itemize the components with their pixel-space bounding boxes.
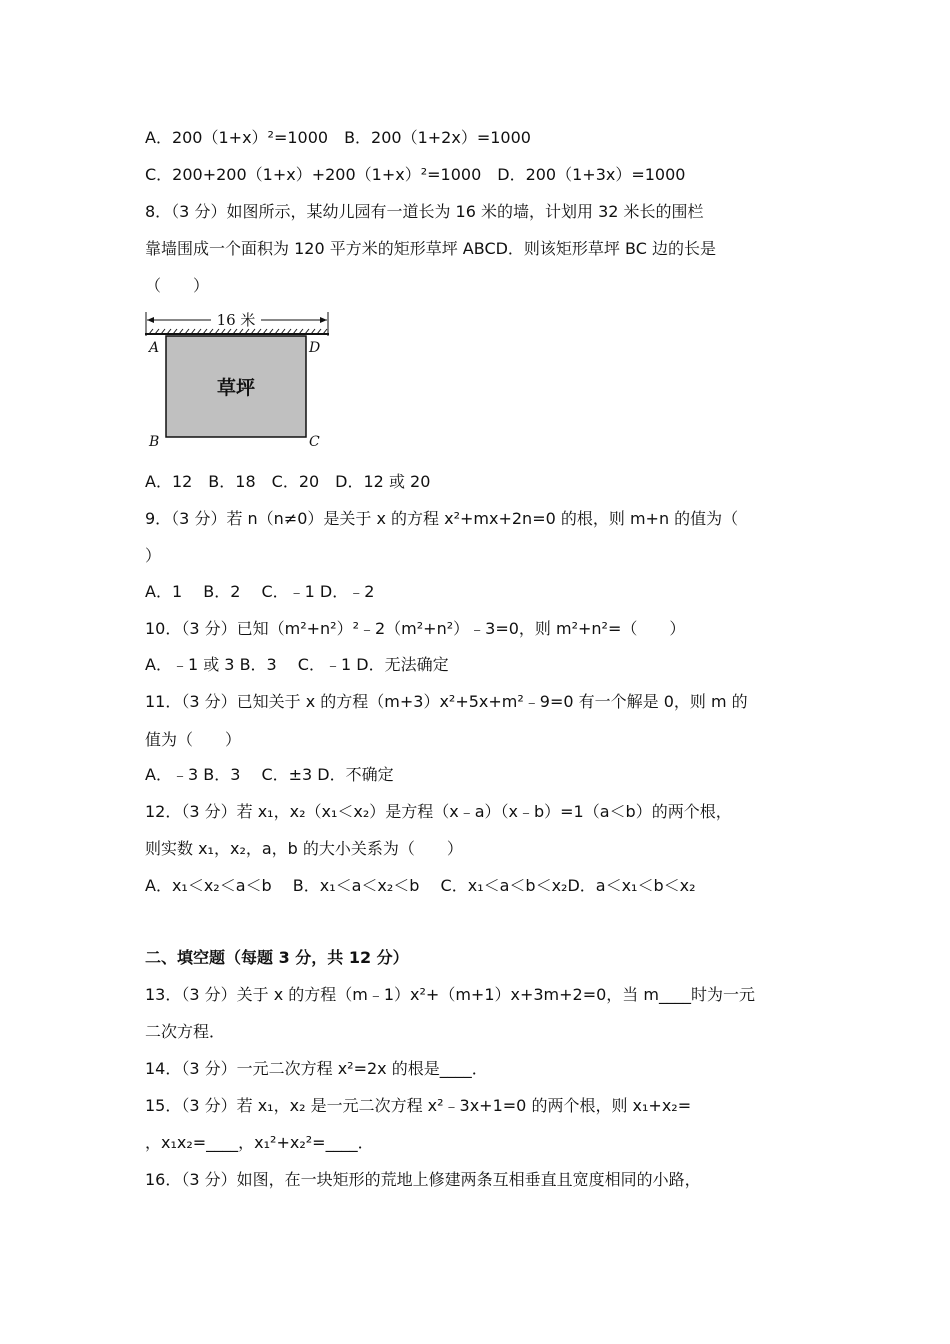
question-13-line-1: 13．（3 分）关于 x 的方程（m﹣1）x²+（m+1）x+3m+2=0，当 m____时为一元 <box>145 985 755 1004</box>
question-9-line-2: ） <box>145 546 162 565</box>
question-8-line-2: 靠墙围成一个面积为 120 平方米的矩形草坪 ABCD．则该矩形草坪 BC 边的长是 <box>145 239 716 258</box>
section-heading-fill-in: 二、填空题（每题 3 分，共 12 分） <box>145 948 409 967</box>
question-14-line-1: 14．（3 分）一元二次方程 x²=2x 的根是____． <box>145 1059 488 1078</box>
lawn-diagram <box>143 308 333 450</box>
question-12-line-1: 12．（3 分）若 x₁，x₂（x₁＜x₂）是方程（x﹣a）（x﹣b）=1（a＜b）的两个根， <box>145 802 732 821</box>
question-11-line-1: 11．（3 分）已知关于 x 的方程（m+3）x²+5x+m²﹣9=0 有一个解是 0，则 m 的 <box>145 692 748 711</box>
question-16-line-1: 16．（3 分）如图，在一块矩形的荒地上修建两条互相垂直且宽度相同的小路， <box>145 1170 701 1189</box>
lawn-label: 草坪 <box>216 377 256 399</box>
corner-label-d: D <box>309 340 321 356</box>
option-line-q7-cd: C．200+200（1+x）+200（1+x）²=1000 D．200（1+3x）=1000 <box>145 165 686 184</box>
corner-label-a: A <box>149 340 160 356</box>
question-8-line-3: （ ） <box>145 276 210 295</box>
question-15-line-1: 15．（3 分）若 x₁，x₂ 是一元二次方程 x²﹣3x+1=0 的两个根，则 x₁+x₂= <box>145 1096 692 1115</box>
corner-label-b: B <box>149 434 160 450</box>
corner-label-c: C <box>309 434 320 450</box>
wall-length-label: 16 米 <box>216 311 256 329</box>
option-line-q12: A．x₁＜x₂＜a＜b B．x₁＜a＜x₂＜b C．x₁＜a＜b＜x₂D．a＜x₁＜b＜x₂ <box>145 876 696 895</box>
option-line-q8: A．12 B．18 C．20 D．12 或 20 <box>145 472 431 491</box>
question-11-line-2: 值为（ ） <box>145 730 242 749</box>
question-10-line-1: 10．（3 分）已知（m²+n²）²﹣2（m²+n²）﹣3=0，则 m²+n²=（ ） <box>145 619 686 638</box>
dimension-arrow-right <box>320 317 327 323</box>
option-line-q7-ab: A．200（1+x）²=1000 B．200（1+2x）=1000 <box>145 128 531 147</box>
question-12-line-2: 则实数 x₁，x₂，a，b 的大小关系为（ ） <box>145 839 463 858</box>
option-line-q10: A．﹣1 或 3 B．3 C．﹣1 D．无法确定 <box>145 655 449 674</box>
option-line-q11: A．﹣3 B．3 C．±3 D．不确定 <box>145 765 394 784</box>
question-13-line-2: 二次方程． <box>145 1022 226 1041</box>
dimension-arrow-left <box>147 317 154 323</box>
question-8-line-1: 8．（3 分）如图所示，某幼儿园有一道长为 16 米的墙，计划用 32 米长的围栏 <box>145 202 704 221</box>
question-15-line-2: ，x₁x₂=____，x₁²+x₂²=____． <box>145 1133 374 1152</box>
question-9-line-1: 9．（3 分）若 n（n≠0）是关于 x 的方程 x²+mx+2n=0 的根，则 m+n 的值为（ <box>145 509 739 528</box>
option-line-q9: A．1 B．2 C．﹣1 D．﹣2 <box>145 582 375 601</box>
lawn-figure <box>143 308 333 450</box>
